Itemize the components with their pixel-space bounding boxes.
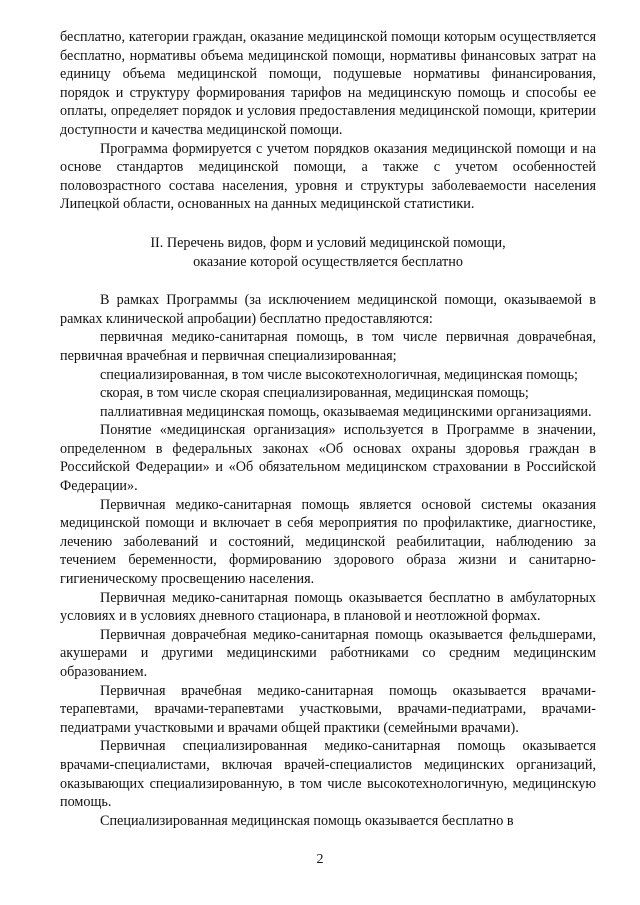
- list-item: первичная медико-санитарная помощь, в том числе первичная доврачебная, первичная врачебная и первичная специализированная;: [60, 329, 596, 364]
- section-heading: [60, 234, 596, 271]
- page-number: 2: [316, 852, 324, 867]
- paragraph: В рамках Программы (за исключением медицинской помощи, оказываемой в рамках клинической апробации) бесплатно предоставляются:: [60, 292, 596, 327]
- paragraph: Первичная врачебная медико-санитарная помощь оказывается врачами-терапевтами, врачами-терапевтами участковыми, врачами-педиатрами, врачами-педиатрами участковыми и врачами общей практики (семейными врачами).: [60, 682, 596, 736]
- paragraph: Первичная медико-санитарная помощь является основой системы оказания медицинской помощи и включает в себя мероприятия по профилактике, диагностике, лечению заболеваний и состояний, медицинской реабилитации, наблюдению за течением беременности, формированию здорового образа жизни и санитарно-гигиеническому просвещению населения.: [60, 496, 596, 588]
- paragraph: Понятие «медицинская организация» используется в Программе в значении, определенном в федеральных законах «Об основах охраны здоровья граждан в Российской Федерации» и «Об обязательном медицинском страховании в Российской Федерации».: [60, 422, 596, 495]
- paragraph: Первичная специализированная медико-санитарная помощь оказывается врачами-специалистами, включая врачей-специалистов медицинских организаций, оказывающих специализированную, в том числе высокотехнологичную, медицинскую помощь.: [60, 738, 596, 811]
- section-heading-line: оказание которой осуществляется бесплатно: [193, 253, 463, 270]
- list-item: специализированная, в том числе высокотехнологичная, медицинская помощь;: [100, 366, 578, 383]
- paragraph: бесплатно, категории граждан, оказание медицинской помощи которым осуществляется бесплатно, нормативы объема медицинской помощи, нормативы финансовых затрат на единицу объема медицинской помощи, подушевые нормативы финансирования, порядок и структуру формирования тарифов на медицинскую помощь и способы ее оплаты, определяет порядок и условия предоставления медицинской помощи, критерии доступности и качества медицинской помощи.: [60, 29, 596, 138]
- paragraph: Программа формируется с учетом порядков оказания медицинской помощи и на основе стандартов медицинской помощи, а также с учетом особенностей половозрастного состава населения, уровня и структуры заболеваемости населения Липецкой области, основанных на данных медицинской статистики.: [60, 140, 596, 213]
- list-item: скорая, в том числе скорая специализированная, медицинская помощь;: [100, 385, 529, 402]
- document-page: [60, 28, 596, 830]
- paragraph: Первичная доврачебная медико-санитарная помощь оказывается фельдшерами, акушерами и другими медицинскими работниками со средним медицинским образованием.: [60, 626, 596, 680]
- section-heading-line: II. Перечень видов, форм и условий медицинской помощи,: [150, 234, 506, 251]
- paragraph: Первичная медико-санитарная помощь оказывается бесплатно в амбулаторных условиях и в условиях дневного стационара, в плановой и неотложной формах.: [60, 589, 596, 625]
- paragraph: Специализированная медицинская помощь оказывается бесплатно в: [100, 812, 514, 829]
- list-item: паллиативная медицинская помощь, оказываемая медицинскими организациями.: [100, 403, 592, 420]
